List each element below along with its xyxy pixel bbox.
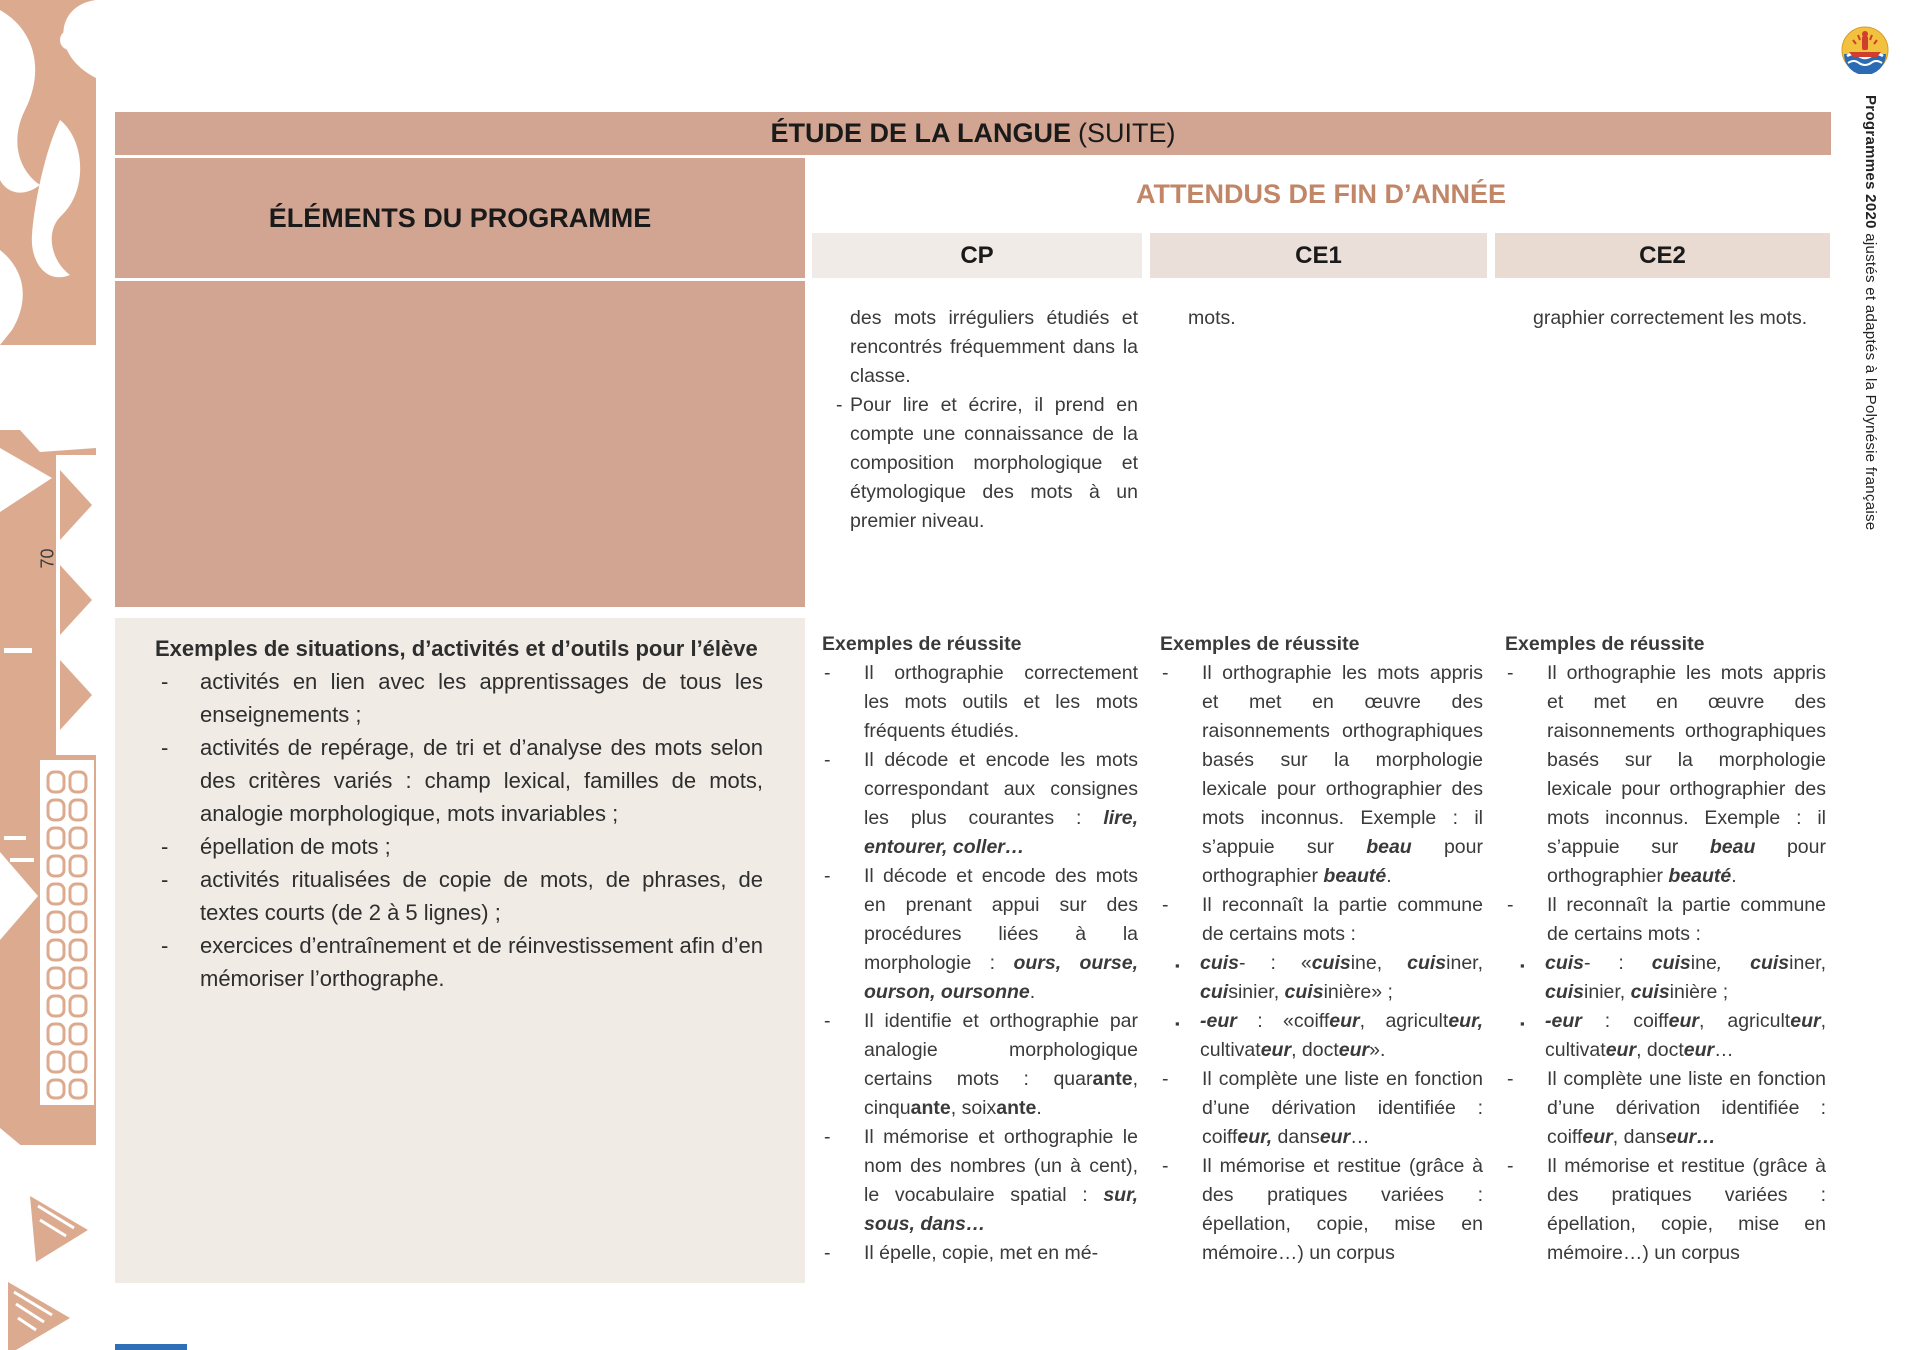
exemples-reussite-heading: Exemples de réussite [1160,633,1360,655]
grade-ce2-label: CE2 [1639,241,1686,269]
list-item: - Il épelle, copie, met en mé- [824,1242,1099,1264]
sub-list-item: ▪ -eur : coiffeur, agriculteur, cultivateur, docteur… [1520,1010,1826,1061]
grade-ce1-label: CE1 [1295,241,1342,269]
text-fragment: mots. [1188,307,1236,329]
bottom-blue-bar [115,1344,187,1350]
polynesia-emblem-logo [1841,26,1889,74]
attendus-cp-continuation [812,281,1142,607]
list-item: - Il décode et encode des mots en prenant appui sur des procédures liées à la morphologie : ours, ourse, ourson, oursonne. [824,865,1138,1003]
table-title: ÉTUDE DE LA LANGUE [770,118,1071,148]
attendus-label: ATTENDUS DE FIN D’ANNÉE [1135,178,1506,209]
grade-header-cp [812,233,1142,278]
list-item: - Il orthographie les mots appris et met en œuvre des raisonnements orthographiques basés sur la morphologie lexicale pour orthographier des mots inconnus. Exemple : il s’appuie sur beau pour orthographier beauté. [1162,662,1483,887]
attendus-ce2-continuation [1495,281,1830,607]
programme-empty-cell [115,281,805,607]
attendus-header [812,158,1830,230]
elements-du-programme-header [115,158,805,278]
list-item: - Il orthographie les mots appris et met en œuvre des raisonnements orthographiques basés sur la morphologie lexicale pour orthographier des mots inconnus. Exemple : il s’appuie sur beau pour orthographier beauté. [1507,662,1826,887]
side-note-bold: Programmes 2020 [1862,95,1879,229]
list-item: - Il mémorise et orthographie le nom des nombres (un à cent), le vocabulaire spatial : sur, sous, dans… [824,1126,1138,1235]
exemples-situations-heading: Exemples de situations, d’activités et d’outils pour l’élève [155,636,758,661]
exemples-reussite-cp-cell [812,618,1142,1283]
list-item: - Il mémorise et restitue (grâce à des pratiques variées : épellation, copie, mise en mémoire…) un corpus [1507,1155,1826,1264]
list-item: - activités ritualisées de copie de mots, de phrases, de textes courts (de 2 à 5 lignes) ; [161,867,763,925]
sub-list-item: ▪ cuis- : cuisine, cuisiner, cuisinier, cuisinière ; [1520,952,1827,1003]
elements-du-programme-label: ÉLÉMENTS DU PROGRAMME [268,202,652,233]
page-number: 70 [37,548,58,569]
list-item: - activités en lien avec les apprentissages de tous les enseignements ; [161,669,763,727]
list-item: - Il reconnaît la partie commune de certains mots : [1162,894,1483,945]
sub-list-item: ▪ cuis- : «cuisine, cuisiner, cuisinier, cuisinière» ; [1175,952,1483,1003]
side-note-vertical [1862,95,1879,530]
list-item: - Il complète une liste en fonction d’une dérivation identifiée : coiffeur, danseur… [1162,1068,1483,1148]
list-item: - Il complète une liste en fonction d’une dérivation identifiée : coiffeur, danseur… [1507,1068,1826,1148]
text-fragment: graphier correctement les mots. [1533,307,1808,329]
list-item: - Il reconnaît la partie commune de certains mots : [1507,894,1826,945]
exemples-reussite-ce1-cell [1150,618,1487,1283]
exemples-reussite-heading: Exemples de réussite [1505,633,1705,655]
tapa-pattern-strip [0,0,96,1350]
attendus-ce1-continuation [1150,281,1487,607]
list-item: - exercices d’entraînement et de réinvestissement afin d’en mémoriser l’orthographe. [161,933,763,991]
table-title-banner [115,112,1831,155]
table-title-suffix: (SUITE) [1078,118,1176,148]
exemples-reussite-ce2-cell [1495,618,1830,1283]
grade-cp-label: CP [960,241,994,269]
side-note-rest: ajustés et adaptés à la Polynésie française [1862,228,1879,531]
sub-list-item: ▪ -eur : «coiffeur, agriculteur, cultivateur, docteur». [1175,1010,1483,1061]
list-item: - Il identifie et orthographie par analogie morphologique certains mots : quarante, cinquante, soixante. [824,1010,1138,1119]
exemples-reussite-heading: Exemples de réussite [822,633,1022,655]
list-item: - Il mémorise et restitue (grâce à des pratiques variées : épellation, copie, mise en mémoire…) un corpus [1162,1155,1483,1264]
list-item: - activités de repérage, de tri et d’analyse des mots selon des critères variés : champ lexical, familles de mots, analogie morphologique, mots invariables ; [161,735,763,826]
list-item: - Il décode et encode les mots correspondant aux consignes les plus courantes : lire, entourer, coller… [824,749,1138,858]
list-item: - Il orthographie correctement les mots outils et les mots fréquents étudiés. [824,662,1138,742]
grade-header-ce1 [1150,233,1487,278]
exemples-situations-cell [115,618,805,1283]
grade-header-ce2 [1495,233,1830,278]
list-item: - Pour lire et écrire, il prend en compte une connaissance de la composition morphologique et étymologique des mots à un premier niveau. [836,394,1138,532]
list-item: - épellation de mots ; [161,834,391,859]
text-fragment: des mots irréguliers étudiés et rencontrés fréquemment dans la classe. [850,307,1138,387]
